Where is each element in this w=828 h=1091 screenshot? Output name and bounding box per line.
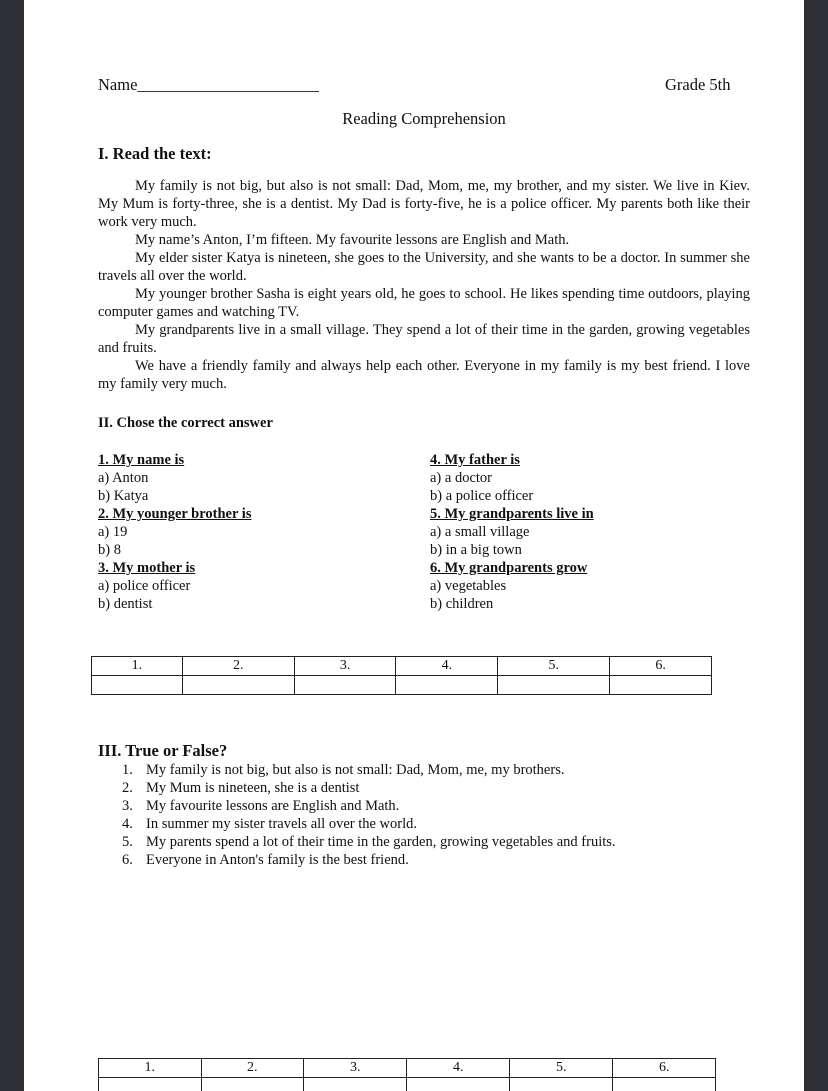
- left-background-strip: [0, 0, 24, 1091]
- statement-text: My favourite lessons are English and Math.: [146, 798, 400, 814]
- list-item: [122, 815, 616, 833]
- true-false-list: [122, 761, 616, 869]
- table-cell: 1.: [92, 657, 183, 676]
- question-2: 2. My younger brother is: [98, 506, 252, 522]
- question-5: 5. My grandparents live in: [430, 506, 594, 522]
- paragraph: My elder sister Katya is nineteen, she goes to the University, and she wants to be a doctor. In summer she travels all over the world.: [98, 250, 750, 284]
- table-cell: 5.: [509, 1059, 612, 1078]
- statement-text: My family is not big, but also is not small: Dad, Mom, me, my brothers.: [146, 762, 565, 778]
- question-3: 3. My mother is: [98, 560, 196, 576]
- reading-text: [98, 177, 750, 393]
- item-number: 5.: [122, 834, 133, 850]
- table-cell: 2.: [201, 1059, 304, 1078]
- answer-cell[interactable]: [201, 1078, 304, 1091]
- table-cell: 2.: [182, 657, 294, 676]
- item-number: 4.: [122, 816, 133, 832]
- table-header-row: [92, 657, 712, 676]
- paragraph: We have a friendly family and always help each other. Everyone in my family is my best friend. I love my family very much.: [98, 358, 750, 392]
- option-5a: a) a small village: [430, 524, 530, 540]
- statement-text: In summer my sister travels all over the world.: [146, 816, 418, 832]
- table-cell: 5.: [498, 657, 610, 676]
- paragraph: My grandparents live in a small village. They spend a lot of their time in the garden, growing vegetables and fruits.: [98, 322, 750, 356]
- answer-cell[interactable]: [613, 1078, 716, 1091]
- statement-text: My Mum is nineteen, she is a dentist: [146, 780, 360, 796]
- section-3-heading: III. True or False?: [98, 741, 228, 760]
- table-cell: 6.: [613, 1059, 716, 1078]
- option-1b: b) Katya: [98, 488, 149, 504]
- answer-cell[interactable]: [92, 676, 183, 695]
- option-3b: b) dentist: [98, 596, 153, 612]
- answer-cell[interactable]: [610, 676, 712, 695]
- worksheet-page: [24, 0, 804, 1091]
- list-item: [122, 797, 616, 815]
- item-number: 3.: [122, 798, 133, 814]
- questions-left-column: [98, 451, 251, 613]
- item-number: 2.: [122, 780, 133, 796]
- option-4a: a) a doctor: [430, 470, 492, 486]
- answer-row: [92, 676, 712, 695]
- page-title: Reading Comprehension: [342, 109, 506, 128]
- answer-cell[interactable]: [304, 1078, 407, 1091]
- list-item: [122, 761, 616, 779]
- option-3a: a) police officer: [98, 578, 191, 594]
- list-item: [122, 833, 616, 851]
- question-6: 6. My grandparents grow: [430, 560, 588, 576]
- answer-row: [99, 1078, 716, 1091]
- answer-cell[interactable]: [99, 1078, 202, 1091]
- name-field: [98, 75, 319, 95]
- list-item: [122, 851, 616, 869]
- statement-text: Everyone in Anton's family is the best friend.: [146, 852, 409, 868]
- list-item: [122, 779, 616, 797]
- table-header-row: [99, 1059, 716, 1078]
- option-6b: b) children: [430, 596, 494, 612]
- answer-cell[interactable]: [182, 676, 294, 695]
- answer-cell[interactable]: [509, 1078, 612, 1091]
- option-1a: a) Anton: [98, 470, 149, 486]
- section-2-heading: II. Chose the correct answer: [98, 415, 273, 431]
- option-5b: b) in a big town: [430, 542, 522, 558]
- option-2a: a) 19: [98, 524, 128, 540]
- answer-cell[interactable]: [498, 676, 610, 695]
- name-blank-line: ______________________: [137, 75, 319, 94]
- table-cell: 4.: [396, 657, 498, 676]
- question-4: 4. My father is: [430, 452, 520, 468]
- question-1: 1. My name is: [98, 452, 185, 468]
- option-4b: b) a police officer: [430, 488, 534, 504]
- questions-right-column: [430, 451, 594, 613]
- option-2b: b) 8: [98, 542, 121, 558]
- paragraph: My name’s Anton, I’m fifteen. My favourite lessons are English and Math.: [135, 232, 570, 248]
- paragraph: My family is not big, but also is not small: Dad, Mom, me, my brother, and my sister. We live in Kiev. My Mum is forty-three, she is a dentist. My Dad is forty-five, he is a police officer. My parents both like their work very much.: [98, 178, 750, 230]
- answer-cell[interactable]: [294, 676, 396, 695]
- statement-text: My parents spend a lot of their time in the garden, growing vegetables and fruits.: [146, 834, 616, 850]
- answer-table-section-3: [98, 1058, 716, 1091]
- table-cell: 3.: [304, 1059, 407, 1078]
- answer-table-section-2: [91, 656, 712, 695]
- paragraph: My younger brother Sasha is eight years old, he goes to school. He likes spending time outdoors, playing computer games and watching TV.: [98, 286, 750, 320]
- table-cell: 6.: [610, 657, 712, 676]
- table-cell: 3.: [294, 657, 396, 676]
- option-6a: a) vegetables: [430, 578, 507, 594]
- grade-label: Grade 5th: [665, 75, 731, 94]
- section-1-heading: I. Read the text:: [98, 144, 212, 163]
- table-cell: 4.: [407, 1059, 510, 1078]
- item-number: 6.: [122, 852, 133, 868]
- item-number: 1.: [122, 762, 133, 778]
- name-label: Name: [98, 75, 138, 94]
- right-background-strip: [804, 0, 828, 1091]
- answer-cell[interactable]: [407, 1078, 510, 1091]
- table-cell: 1.: [99, 1059, 202, 1078]
- answer-cell[interactable]: [396, 676, 498, 695]
